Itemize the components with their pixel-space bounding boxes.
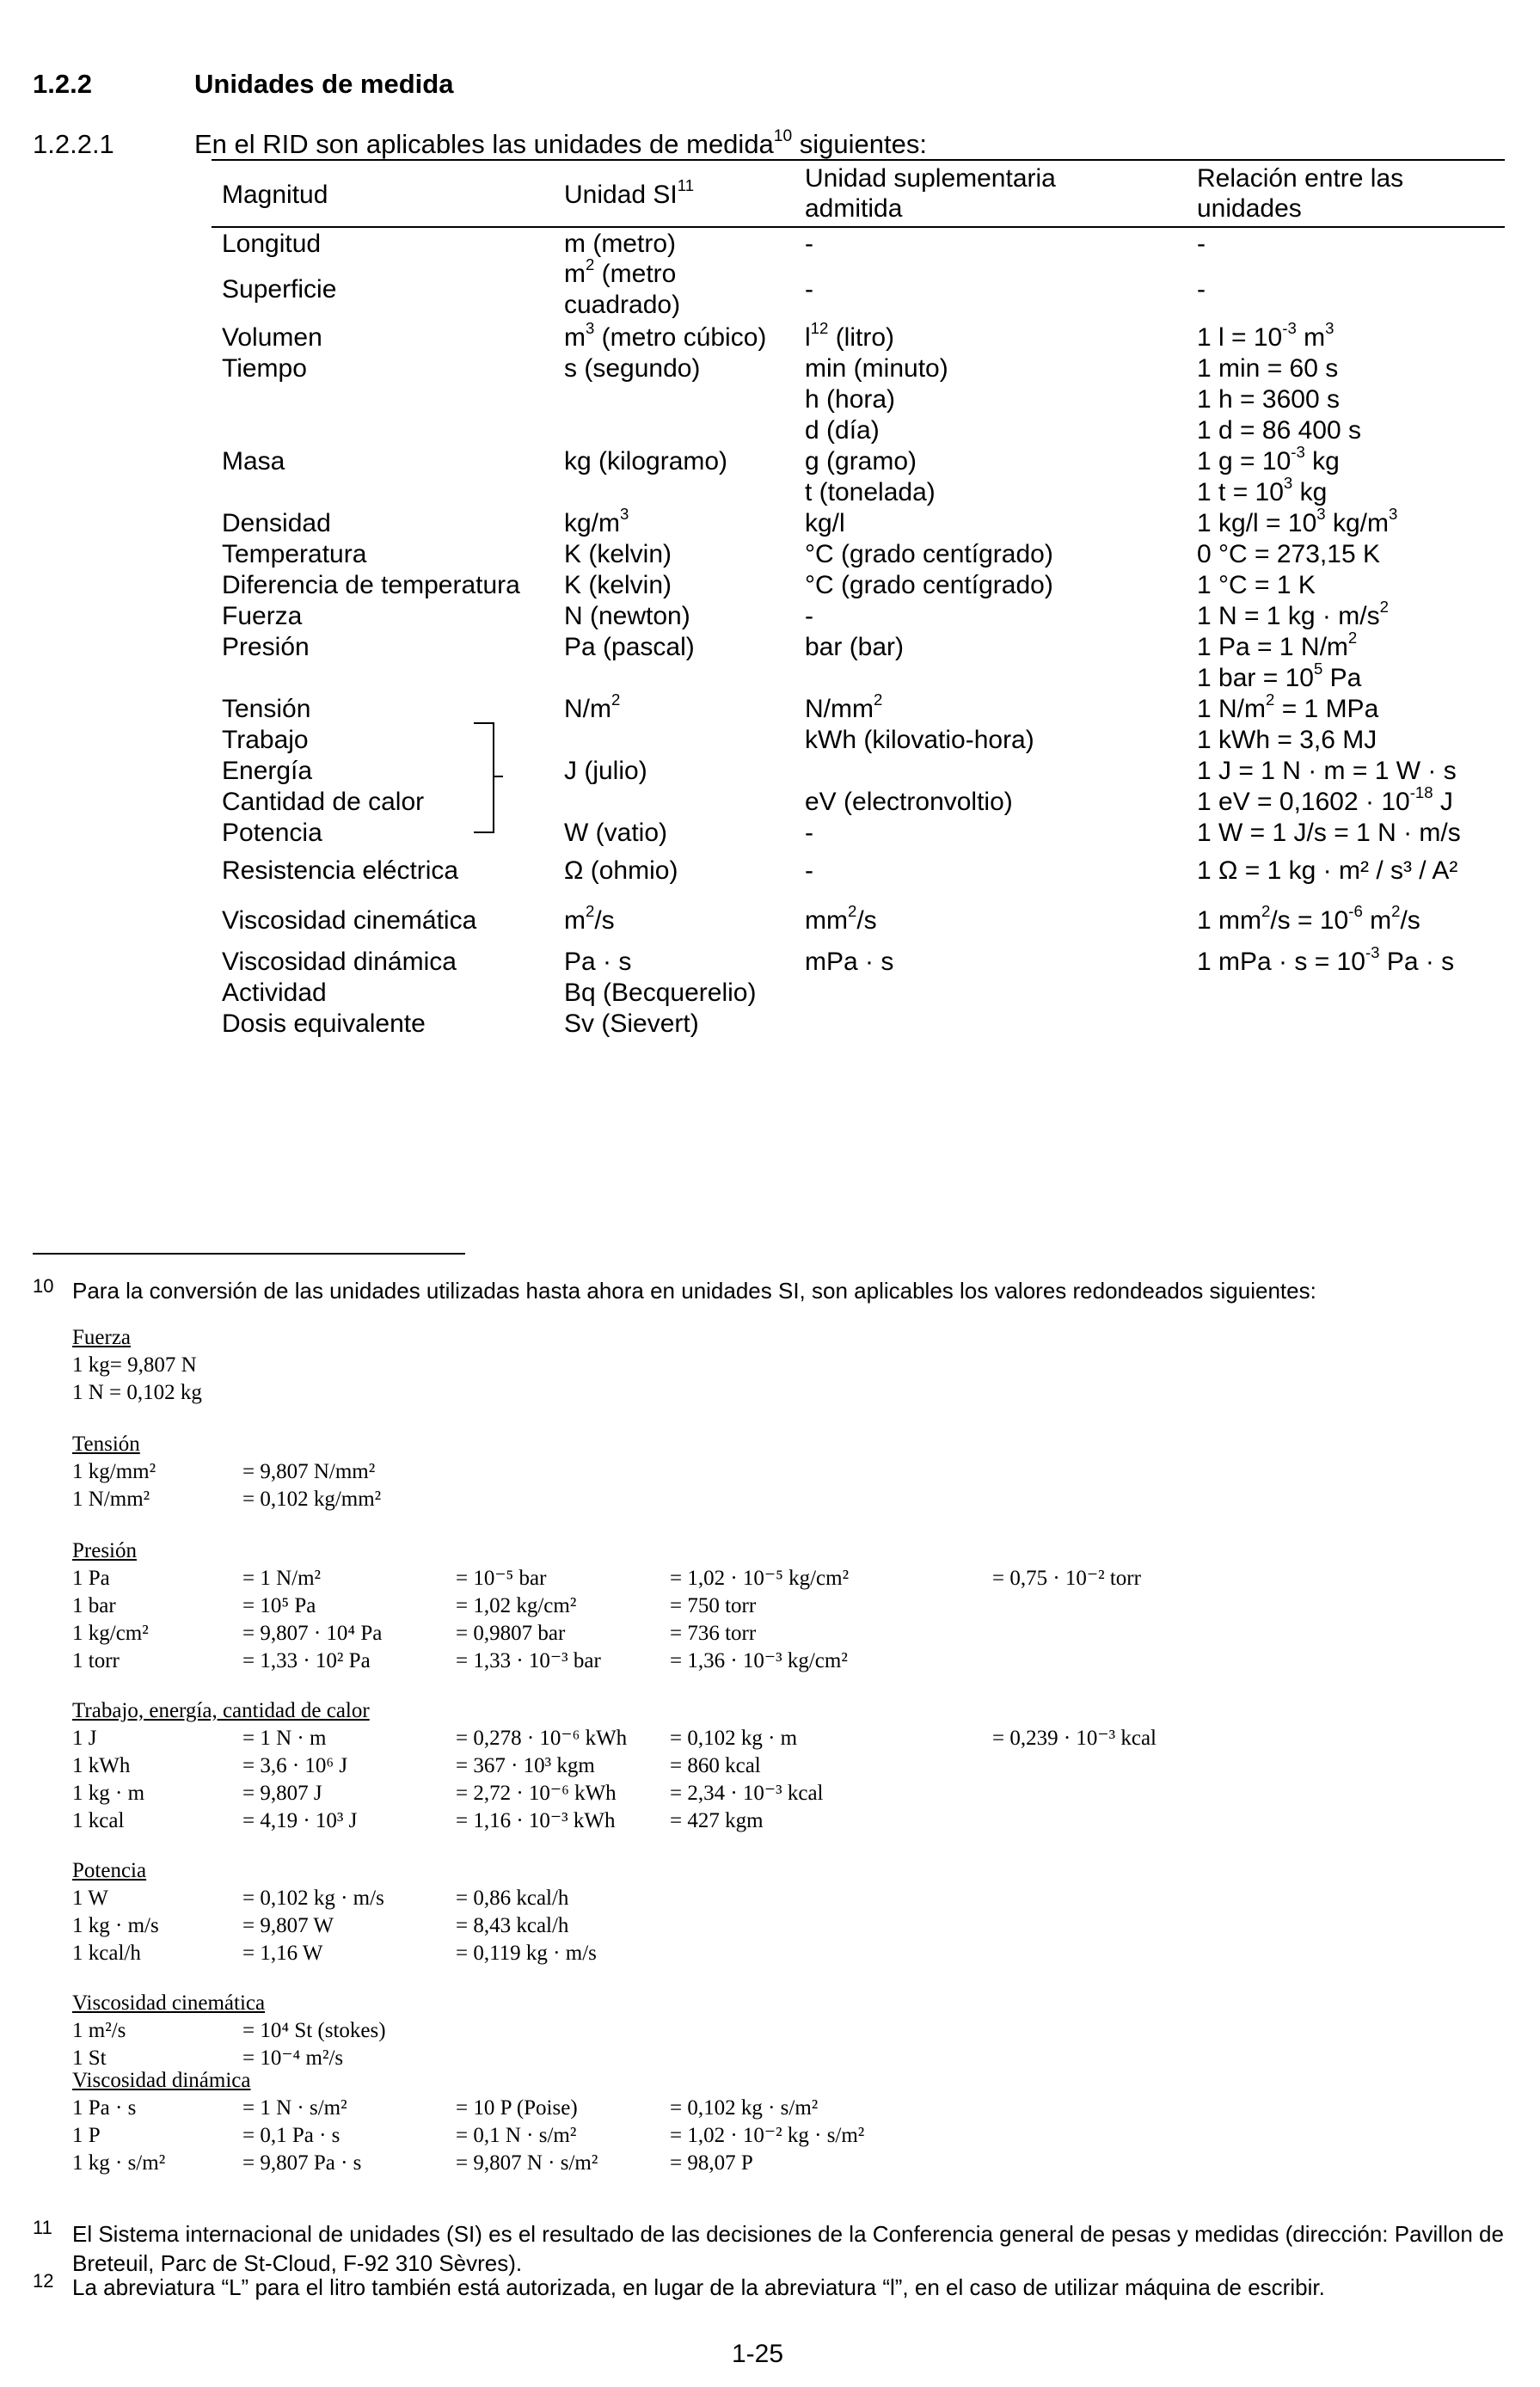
subsection-heading [33,126,927,160]
cell-magnitud: Cantidad de calor [222,788,425,816]
cell-unidad-si: K (kelvin) [564,571,672,599]
cell-relacion [1197,690,1379,725]
conversion-row [72,1458,376,1486]
conversion-value: = 1,16 · 10⁻³ kWh [456,1809,616,1832]
cell-unidad-si [564,255,677,290]
cell-unidad-si-part: N/m [564,695,611,723]
conversion-value: = 1 N · m [242,1727,327,1750]
conversion-value: = 0,1 N · s/m² [456,2124,577,2147]
cell-suplementaria: min (minuto) [805,354,948,383]
footnote-10-text: Para la conversión de las unidades utilizadas hasta ahora en unidades SI, son aplicables los valores redondeados siguientes: [72,1278,1316,1304]
conversion-group [72,1324,202,1407]
conversion-value: = 1,33 · 10² Pa [242,1649,371,1672]
subsection-intro [194,126,927,160]
conversion-value: 1 kWh [72,1754,131,1777]
cell-suplementaria: - [805,819,813,847]
conversion-value: = 2,34 · 10⁻³ kcal [670,1782,824,1805]
cell-unidad-si: N (newton) [564,602,690,630]
cell-relacion-part: 1 kg/l = 10 [1197,509,1317,537]
cell-relacion-part: m [1362,906,1392,935]
cell-relacion-part: J [1433,788,1453,816]
conversion-value: 1 Pa · s [72,2096,137,2120]
conversion-value: = 1,16 W [242,1942,323,1965]
cell-suplementaria-part: l [805,323,811,352]
conversion-value: = 9,807 W [242,1914,334,1937]
cell-relacion-part: 2 [1266,690,1275,709]
cell-relacion [1197,943,1455,978]
conversion-value: = 860 kcal [670,1754,761,1777]
conversion-value: = 0,75 · 10⁻² torr [992,1567,1141,1590]
conversion-value: 1 kg · s/m² [72,2151,166,2175]
cell-magnitud: Tensión [222,695,311,723]
cell-suplementaria: - [805,275,813,304]
cell-relacion-part: 1 N/m [1197,695,1267,723]
conversion-row [72,1648,848,1675]
conversion-value: = 1,02 · 10⁻² kg · s/m² [670,2124,865,2147]
conversion-value: = 10⁻⁴ m²/s [242,2046,344,2070]
conversion-value: 1 kg/cm² [72,1622,149,1645]
conversion-value: = 10⁴ St (stokes) [242,2019,386,2042]
conversion-row [72,2017,386,2045]
conversion-value: = 1,33 · 10⁻³ bar [456,1649,601,1672]
cell-unidad-si-part: (metro [594,260,677,288]
footnote-ref-11[interactable]: 11 [677,176,695,195]
cell-magnitud: Viscosidad dinámica [222,948,457,976]
conversion-value: 1 m²/s [72,2019,126,2042]
header-rel-line2: unidades [1197,194,1302,223]
cell-magnitud: Fuerza [222,602,303,630]
conversion-value: 1 Pa [72,1567,110,1590]
conversion-group [72,1697,1157,1835]
cell-relacion: 1 W = 1 J/s = 1 N · m/s [1197,819,1461,847]
conversion-value: 1 St [72,2046,107,2070]
footnote-12-mark: 12 [33,2270,54,2292]
cell-unidad-si: Sv (Sievert) [564,1009,699,1038]
conversion-value: = 750 torr [670,1594,757,1617]
conversion-group [72,2067,865,2177]
cell-suplementaria-part: /s [856,906,877,935]
cell-relacion-part: = 1 MPa [1274,695,1379,723]
conversion-group-title: Potencia [72,1859,147,1882]
cell-relacion: 1 min = 60 s [1197,354,1339,383]
cell-unidad-si [564,902,615,936]
cell-magnitud: Viscosidad cinemática [222,906,477,935]
conversion-value: = 9,807 J [242,1782,322,1805]
conversion-value: = 8,43 kcal/h [456,1914,569,1937]
conversion-value: = 1,36 · 10⁻³ kg/cm² [670,1649,848,1672]
cell-relacion [1197,902,1420,936]
footnote-12-text: La abreviatura “L” para el litro también está autorizada, en lugar de la abreviatura “l”, en el caso de utilizar máquina de escribir. [72,2274,1325,2300]
cell-unidad-si: Pa (pascal) [564,633,695,661]
conversion-value: = 0,102 kg · m [670,1727,798,1750]
cell-unidad-si: kg (kilogramo) [564,447,728,476]
conversion-value: 1 J [72,1727,97,1750]
conversion-value: = 427 kgm [670,1809,764,1832]
conversion-value: = 1,02 · 10⁻⁵ kg/cm² [670,1567,850,1590]
conversion-value: 1 kg= 9,807 N [72,1353,197,1377]
cell-relacion [1197,319,1334,353]
cell-suplementaria [805,690,883,725]
cell-unidad-si [564,690,621,725]
conversion-group-title: Presión [72,1539,137,1562]
conversion-group-title: Viscosidad dinámica [72,2069,251,2092]
cell-relacion [1197,783,1453,818]
cell-magnitud: Resistencia eléctrica [222,856,459,885]
conversion-row [72,1620,757,1648]
cell-magnitud: Volumen [222,323,322,352]
cell-unidad-si-part: 2 [586,902,595,921]
cell-relacion-part: -3 [1365,943,1380,962]
cell-relacion-part: 1 eV = 0,1602 · 10 [1197,788,1410,816]
cell-suplementaria-part: N/mm [805,695,874,723]
conversion-group-title: Viscosidad cinemática [72,1991,266,2015]
cell-relacion-part: 3 [1388,505,1398,524]
cell-magnitud: Tiempo [222,354,307,383]
cell-relacion: 1 h = 3600 s [1197,385,1340,414]
cell-suplementaria-part: 2 [847,902,857,921]
footnote-11-mark: 11 [33,2217,52,2238]
cell-suplementaria: t (tonelada) [805,478,936,506]
cell-suplementaria: °C (grado centígrado) [805,571,1053,599]
cell-suplementaria [805,902,877,936]
cell-relacion-part: 1 t = 10 [1197,478,1284,506]
section-title: Unidades de medida [194,69,454,99]
conversion-value: = 98,07 P [670,2151,753,2175]
cell-relacion-part: -6 [1348,902,1363,921]
cell-relacion-part: 1 mm [1197,906,1261,935]
conversion-row [72,1940,597,1967]
cell-relacion-part: 3 [1283,474,1293,493]
conversion-group-title: Tensión [72,1433,140,1456]
conversion-value: = 9,807 N · s/m² [456,2151,598,2175]
cell-relacion-part: kg/m [1325,509,1389,537]
conversion-value: = 10⁵ Pa [242,1594,316,1617]
cell-relacion [1197,629,1358,663]
cell-magnitud: Diferencia de temperatura [222,571,520,599]
conversion-value: = 0,9807 bar [456,1622,566,1645]
cell-suplementaria: mPa · s [805,948,894,976]
cell-relacion-part: m [1296,323,1326,352]
cell-relacion-part: 1 Pa = 1 N/m [1197,633,1348,661]
conversion-row [72,1379,202,1407]
conversion-group [72,1857,597,1967]
conversion-value: 1 kg/mm² [72,1460,156,1483]
table-top-rule [212,159,1505,161]
cell-unidad-si: Bq (Becquerelio) [564,979,757,1007]
cell-relacion-part: 1 g = 10 [1197,447,1292,476]
conversion-value: = 1,02 kg/cm² [456,1594,577,1617]
cell-relacion-part: 1 bar = 10 [1197,664,1314,692]
cell-magnitud: Densidad [222,509,331,537]
cell-magnitud: Superficie [222,275,337,304]
cell-suplementaria-part: 2 [873,690,883,709]
conversion-group-title: Trabajo, energía, cantidad de calor [72,1699,370,1722]
conversion-value: 1 N = 0,102 kg [72,1381,202,1404]
table-header-rule [212,226,1505,228]
cell-relacion: - [1197,275,1206,304]
conversion-value: = 1 N · s/m² [242,2096,347,2120]
conversion-value: 1 N/mm² [72,1488,150,1511]
intro-text: En el RID son aplicables las unidades de medida [194,129,774,159]
header-supl-line1: Unidad suplementaria [805,164,1056,193]
conversion-value: = 1 N/m² [242,1567,322,1590]
footnote-rule [33,1253,465,1255]
cell-suplementaria-part: 12 [810,319,829,338]
footnote-11-text: El Sistema internacional de unidades (SI) es el resultado de las decisiones de la Conferencia general de pesas y medidas (dirección: Pavillon de Breteuil, Parc de St-Cloud, F-92 310 Sèvres). [72,2221,1504,2276]
header-unidad-si [564,176,695,211]
cell-suplementaria-part: (litro) [828,323,895,352]
cell-suplementaria: °C (grado centígrado) [805,540,1053,568]
cell-magnitud: Masa [222,447,285,476]
cell-unidad-si-part: /s [594,906,615,935]
cell-suplementaria-part: mm [805,906,848,935]
cell-unidad-si [564,319,767,353]
cell-relacion-part: 2 [1347,629,1358,647]
cell-relacion-part: 1 N = 1 kg · m/s [1197,602,1380,630]
conversion-value: 1 P [72,2124,101,2147]
conversion-value: 1 kcal/h [72,1942,141,1965]
conversion-row [72,2150,753,2177]
conversion-value: 1 kg · m/s [72,1914,159,1937]
conversion-value: = 736 torr [670,1622,757,1645]
conversion-value: = 0,102 kg · m/s [242,1887,384,1910]
conversion-value: = 9,807 Pa · s [242,2151,362,2175]
cell-relacion-part: 5 [1313,660,1323,678]
footnote-ref-10[interactable]: 10 [773,126,793,145]
cell-relacion-part: -3 [1282,319,1297,338]
cell-unidad-si: K (kelvin) [564,540,672,568]
conversion-row [72,1486,382,1513]
header-si-label: Unidad SI [564,181,678,209]
intro-end: siguientes: [792,129,927,159]
cell-suplementaria: - [805,230,813,258]
cell-relacion-part: 2 [1391,902,1401,921]
cell-unidad-si: Pa · s [564,948,632,976]
conversion-group [72,1537,1141,1675]
cell-relacion [1197,443,1340,477]
cell-relacion: 1 °C = 1 K [1197,571,1316,599]
cell-magnitud: Presión [222,633,310,661]
cell-relacion [1197,505,1398,539]
conversion-value: = 10 P (Poise) [456,2096,578,2120]
conversion-value: 1 bar [72,1594,116,1617]
conversion-value: = 0,239 · 10⁻³ kcal [992,1727,1157,1750]
conversion-group-title: Fuerza [72,1326,132,1349]
conversion-value: = 0,119 kg · m/s [456,1942,597,1965]
cell-relacion: - [1197,230,1206,258]
cell-suplementaria: bar (bar) [805,633,905,661]
cell-unidad-si-part: m [564,260,586,288]
cell-magnitud: Energía [222,757,313,785]
cell-relacion [1197,660,1362,694]
cell-unidad-si: J (julio) [564,757,647,785]
conversion-row [72,1780,824,1807]
grouping-bracket-tick [493,776,503,777]
cell-relacion-part: /s = 10 [1270,906,1349,935]
section-number: 1.2.2 [33,69,92,99]
conversion-row [72,2122,865,2150]
cell-unidad-si-part: kg/m [564,509,621,537]
cell-magnitud: Longitud [222,230,322,258]
conversion-row [72,1752,761,1780]
cell-magnitud: Dosis equivalente [222,1009,426,1038]
cell-relacion-part: 3 [1325,319,1334,338]
cell-relacion-part: kg [1304,447,1340,476]
cell-relacion-part: -3 [1291,443,1305,462]
cell-unidad-si-part: m [564,323,586,352]
conversion-value: = 0,102 kg · s/m² [670,2096,819,2120]
cell-suplementaria: d (día) [805,416,880,445]
cell-relacion-part: 3 [1316,505,1326,524]
conversion-value: 1 kg · m [72,1782,145,1805]
footnote-10-mark: 10 [33,1275,54,1297]
cell-relacion [1197,598,1389,632]
conversion-row [72,1565,1141,1592]
cell-relacion-part: 1 mPa · s = 10 [1197,948,1365,976]
cell-relacion: 1 d = 86 400 s [1197,416,1361,445]
cell-unidad-si-part: m [564,906,586,935]
cell-suplementaria: kg/l [805,509,845,537]
cell-relacion: 0 °C = 273,15 K [1197,540,1380,568]
cell-unidad-si-part: (metro cúbico) [594,323,767,352]
cell-suplementaria: eV (electronvoltio) [805,788,1013,816]
conversion-value: = 0,278 · 10⁻⁶ kWh [456,1727,628,1750]
conversion-row [72,1807,764,1835]
cell-magnitud: Potencia [222,819,322,847]
conversion-value: = 0,102 kg/mm² [242,1488,382,1511]
cell-unidad-si [564,505,629,539]
conversion-value: = 10⁻⁵ bar [456,1567,547,1590]
cell-unidad-si-part: 2 [611,690,621,709]
cell-relacion: 1 Ω = 1 kg · m² / s³ / A² [1197,856,1458,885]
cell-suplementaria: - [805,856,813,885]
cell-unidad-si: Ω (ohmio) [564,856,678,885]
header-supl-line2: admitida [805,194,903,223]
conversion-value: = 4,19 · 10³ J [242,1809,358,1832]
cell-unidad-si: m (metro) [564,230,676,258]
cell-relacion [1197,474,1328,508]
cell-relacion: 1 kWh = 3,6 MJ [1197,726,1377,754]
cell-relacion: 1 J = 1 N · m = 1 W · s [1197,757,1457,785]
conversion-row [72,1725,1157,1752]
cell-unidad-si-part: 3 [586,319,595,338]
cell-relacion-part: kg [1292,478,1328,506]
cell-unidad-si: s (segundo) [564,354,701,383]
cell-magnitud: Trabajo [222,726,309,754]
cell-unidad-si: W (vatio) [564,819,667,847]
cell-relacion-part: 1 l = 10 [1197,323,1283,352]
cell-unidad-si-part: 3 [620,505,629,524]
cell-suplementaria: - [805,602,813,630]
conversion-value: 1 torr [72,1649,120,1672]
conversion-value: = 0,86 kcal/h [456,1887,569,1910]
conversion-row [72,1912,569,1940]
conversion-row [72,2095,819,2122]
cell-unidad-si-part: 2 [586,255,595,274]
cell-relacion-part: /s [1400,906,1420,935]
conversion-value: = 367 · 10³ kgm [456,1754,595,1777]
cell-magnitud: Actividad [222,979,327,1007]
conversion-row [72,1352,197,1379]
grouping-bracket [474,722,494,833]
header-rel-line1: Relación entre las [1197,164,1404,193]
subsection-number: 1.2.2.1 [33,129,114,159]
cell-relacion-part: Pa [1322,664,1362,692]
cell-unidad-si-line2: cuadrado) [564,291,681,319]
conversion-value: = 3,6 · 10⁶ J [242,1754,348,1777]
conversion-group [72,1431,382,1513]
conversion-value: = 0,1 Pa · s [242,2124,341,2147]
cell-relacion-part: 2 [1379,598,1389,617]
cell-relacion-part: -18 [1409,783,1433,802]
page-number: 1-25 [732,2340,784,2368]
cell-relacion-part: 2 [1261,902,1271,921]
conversion-row [72,1592,757,1620]
cell-magnitud: Temperatura [222,540,367,568]
cell-suplementaria: kWh (kilovatio-hora) [805,726,1034,754]
conversion-group [72,1990,386,2072]
conversion-value: 1 W [72,1887,108,1910]
conversion-value: = 9,807 N/mm² [242,1460,376,1483]
section-heading [33,69,454,100]
cell-suplementaria [805,319,895,353]
conversion-value: = 2,72 · 10⁻⁶ kWh [456,1782,617,1805]
cell-suplementaria: h (hora) [805,385,896,414]
conversion-value: 1 kcal [72,1809,125,1832]
conversion-row [72,1885,569,1912]
cell-relacion-part: Pa · s [1379,948,1455,976]
header-magnitud: Magnitud [222,181,328,209]
cell-suplementaria: g (gramo) [805,447,917,476]
conversion-value: = 9,807 · 10⁴ Pa [242,1622,383,1645]
